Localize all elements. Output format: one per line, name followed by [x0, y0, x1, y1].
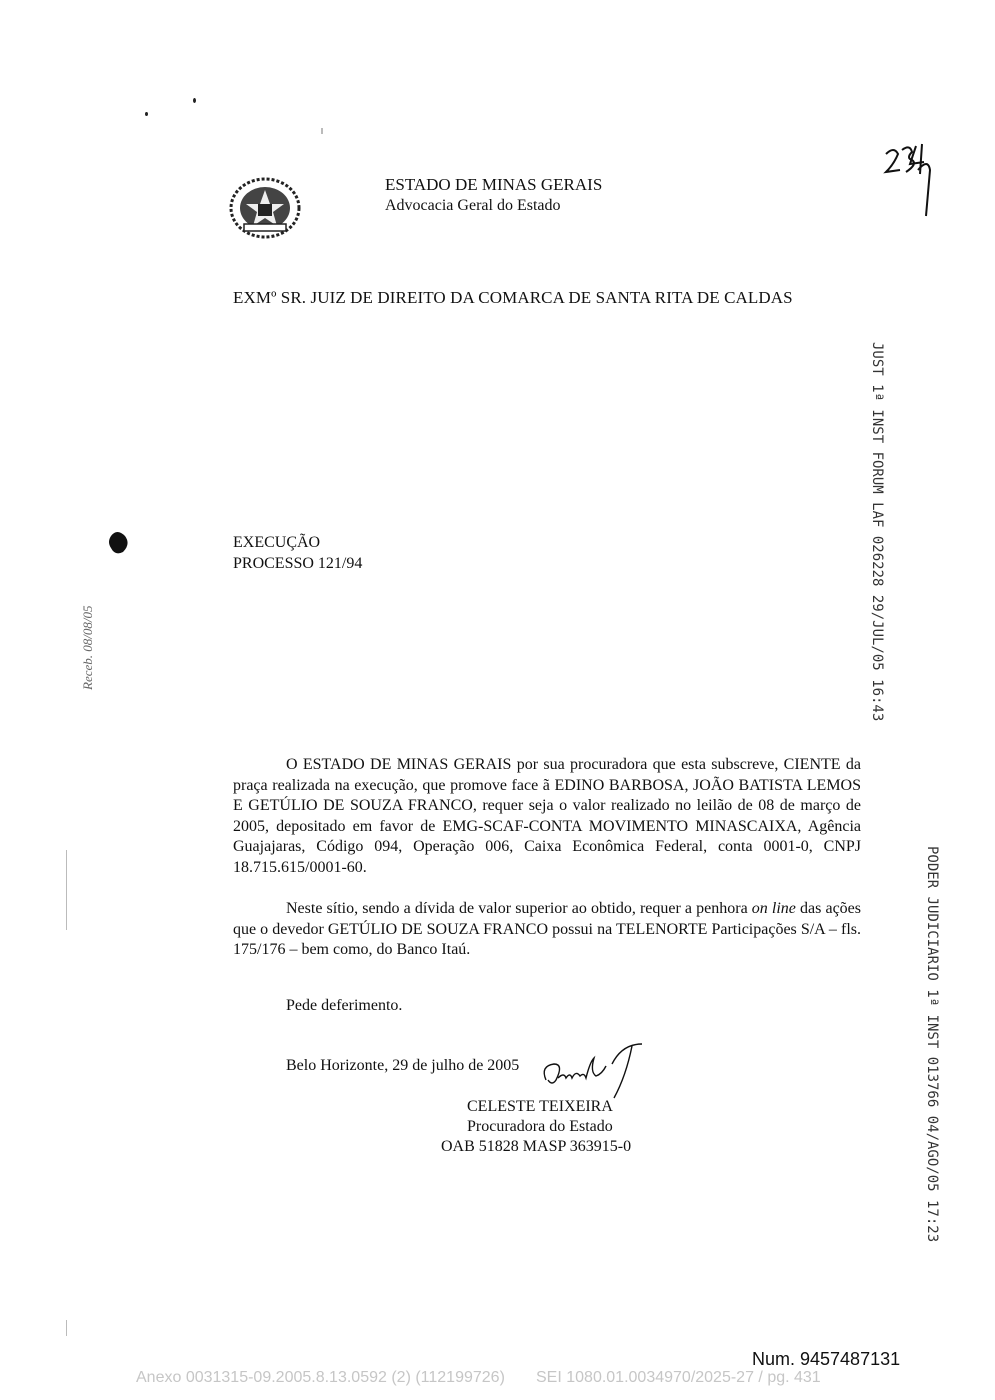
signer-title: Procuradora do Estado: [467, 1118, 613, 1135]
filing-stamp-top: JUST 1ª INST FORUM LAF 026228 29/JUL/05 16:43: [869, 342, 885, 722]
scan-speck: [193, 98, 196, 103]
paragraph-2-text-start: Neste sítio, sendo a dívida de valor superior ao obtido, requer a penhora: [286, 900, 752, 917]
header-state-name: ESTADO DE MINAS GERAIS: [385, 175, 603, 194]
body-paragraph-1: O ESTADO DE MINAS GERAIS por sua procuradora que esta subscreve, CIENTE da praça realizada na execução, que promove face ã EDINO BARBOSA, JOÃO BATISTA LEMOS E GETÚLIO DE SOUZA FRANCO, requer seja o valor realizado no leilão de 08 de março de 2005, depositado em favor de EMG-SCAF-CONTA MOVIMENTO MINASCAIXA, Agência Guajajaras, Código 094, Operação 006, Caixa Econômica Federal, conta 0001-0, CNPJ 18.715.615/0001-60.: [233, 756, 861, 876]
annex-footer: Anexo 0031315-09.2005.8.13.0592 (2) (112199726) SEI 1080.01.0034970/2025-27 / pg. 431: [136, 1369, 821, 1386]
paragraph-2-text-end: das ações que o devedor GETÚLIO DE SOUZA FRANCO possui na TELENORTE Participações S/A – fls. 175/176 – bem como, do Banco Itaú.: [233, 900, 861, 959]
body-paragraph-2: [233, 899, 861, 961]
signer-registration: OAB 51828 MASP 363915-0: [441, 1138, 632, 1155]
filing-stamp-bottom: PODER JUDICIARIO 1ª INST 013766 04/AGO/05 17:23: [924, 846, 940, 1243]
case-process-number: PROCESSO 121/94: [233, 555, 363, 572]
scan-speck: [321, 128, 323, 134]
scan-edge-mark: [66, 1320, 67, 1336]
scan-edge-mark: [66, 850, 67, 930]
state-coat-of-arms-icon: [228, 176, 302, 240]
handwritten-signature: [540, 1040, 650, 1100]
document-number: Num. 9457487131: [752, 1349, 901, 1369]
signer-name: CELESTE TEIXEIRA: [467, 1098, 613, 1115]
addressee-line: EXMº SR. JUIZ DE DIREITO DA COMARCA DE SANTA RITA DE CALDAS: [233, 288, 793, 307]
margin-receipt-note: Receb. 08/08/05: [80, 605, 95, 690]
header-agency-name: Advocacia Geral do Estado: [385, 197, 561, 214]
case-type: EXECUÇÃO: [233, 534, 321, 551]
paragraph-2-emphasis: on line: [751, 900, 796, 917]
date-line: Belo Horizonte, 29 de julho de 2005: [286, 1057, 520, 1074]
closing-line: Pede deferimento.: [286, 997, 403, 1014]
ink-blot-icon: [107, 530, 129, 554]
handwritten-page-number: [878, 140, 938, 220]
scan-speck: [145, 112, 148, 116]
